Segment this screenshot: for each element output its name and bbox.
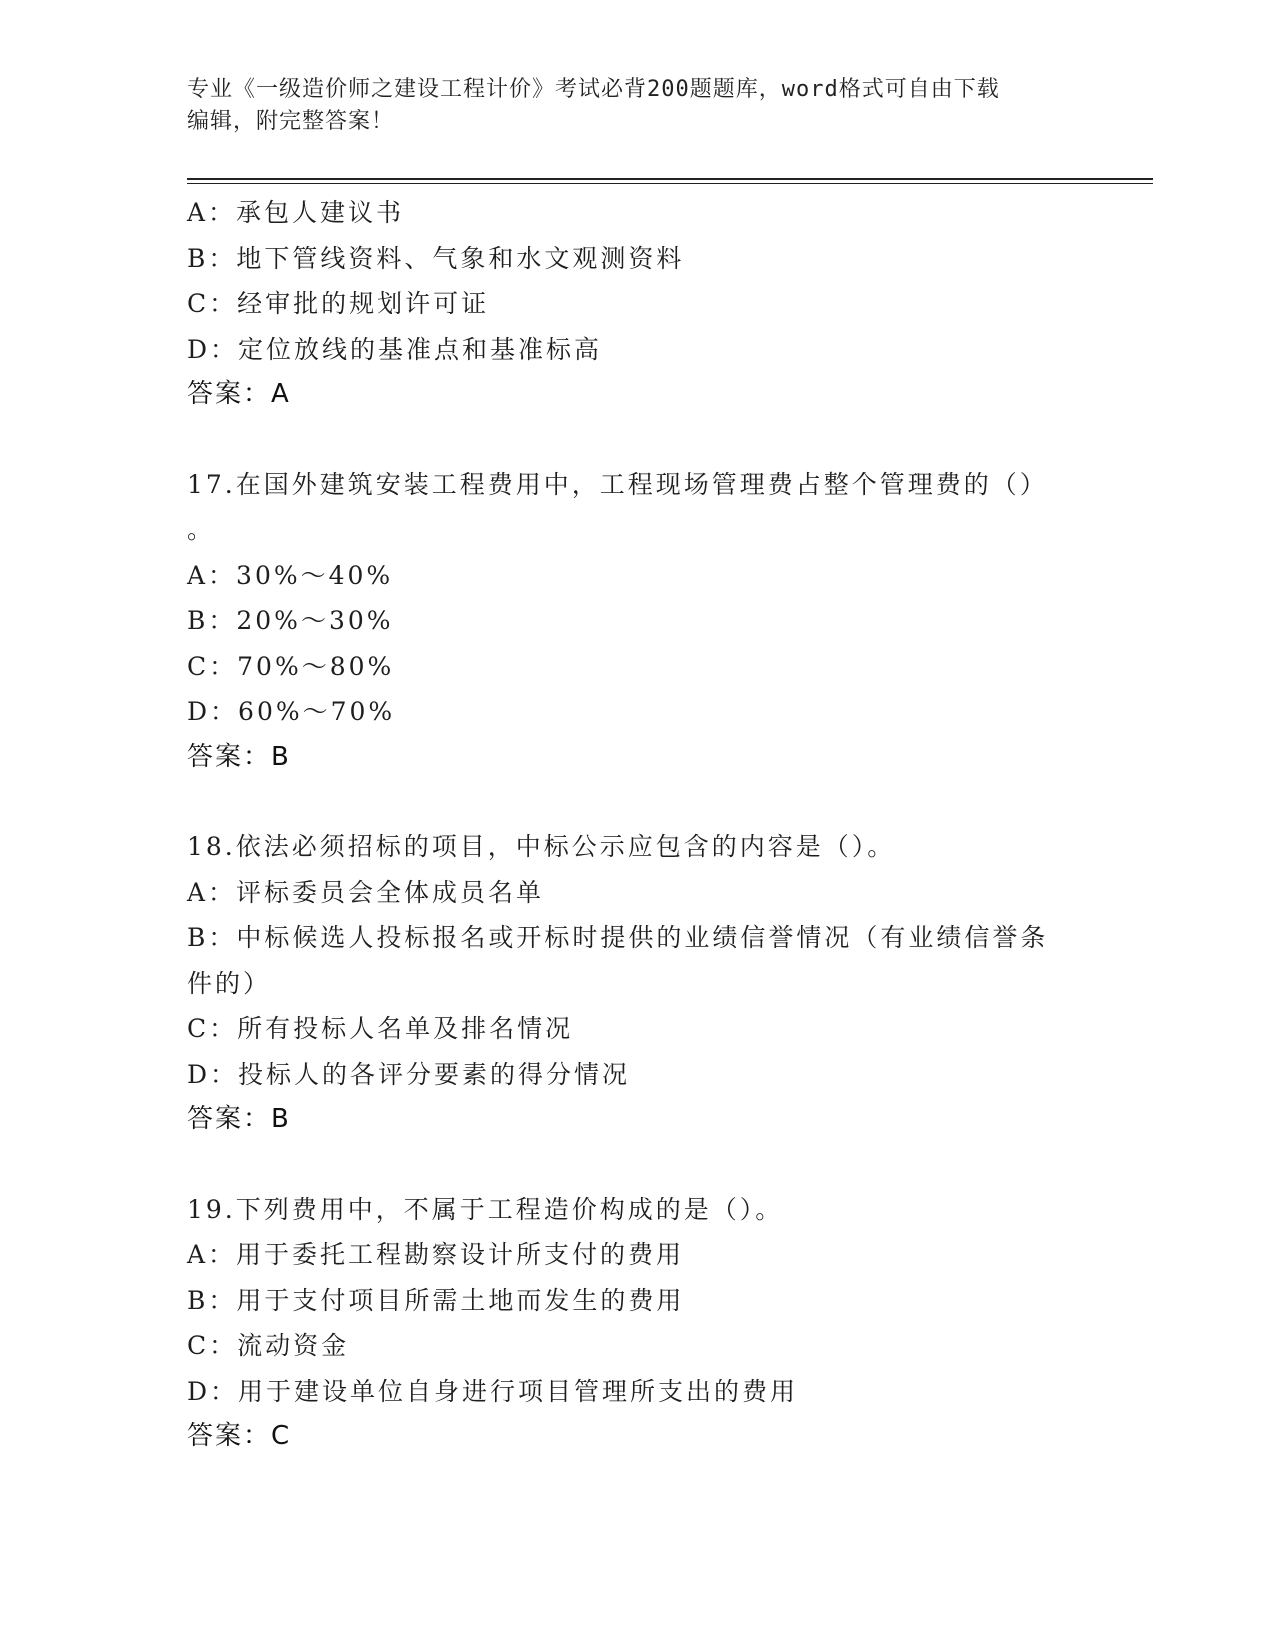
question-18 bbox=[187, 824, 1087, 1143]
question-spacer bbox=[187, 418, 1087, 462]
option-d: D：60%～70% bbox=[187, 697, 396, 726]
option-d: D：投标人的各评分要素的得分情况 bbox=[187, 1059, 631, 1089]
option-b-continued: 件的） bbox=[187, 968, 272, 998]
question-19 bbox=[187, 1187, 1087, 1460]
question-stem-continued: 。 bbox=[187, 515, 216, 544]
document-header bbox=[187, 74, 1087, 138]
option-c: C：所有投标人名单及排名情况 bbox=[187, 1014, 574, 1043]
answer-line: 答案：B bbox=[187, 741, 291, 772]
document-body bbox=[187, 190, 1087, 1460]
question-17 bbox=[187, 462, 1087, 781]
option-b: B：地下管线资料、气象和水文观测资料 bbox=[187, 243, 685, 273]
answer-line: 答案：C bbox=[187, 1421, 292, 1451]
option-a: A：评标委员会全体成员名单 bbox=[187, 877, 545, 907]
header-rule-thin bbox=[187, 183, 1153, 184]
question-spacer bbox=[187, 780, 1087, 824]
option-b: B：20%～30% bbox=[187, 606, 394, 635]
option-d: D：用于建设单位自身进行项目管理所支出的费用 bbox=[187, 1376, 799, 1406]
option-b: B：中标候选人投标报名或开标时提供的业绩信誉情况（有业绩信誉条 bbox=[187, 923, 1049, 952]
answer-line: 答案：A bbox=[187, 379, 291, 409]
option-b: B：用于支付项目所需土地而发生的费用 bbox=[187, 1285, 685, 1315]
option-c: C：经审批的规划许可证 bbox=[187, 289, 490, 318]
question-stem: 19.下列费用中，不属于工程造价构成的是（）。 bbox=[187, 1194, 784, 1224]
question-spacer bbox=[187, 1143, 1087, 1187]
header-line-2: 编辑，附完整答案！ bbox=[187, 109, 395, 134]
option-d: D：定位放线的基准点和基准标高 bbox=[187, 334, 603, 364]
option-c: C：70%～80% bbox=[187, 651, 395, 681]
answer-line: 答案：B bbox=[187, 1104, 291, 1134]
header-rule-thick bbox=[187, 178, 1153, 180]
question-16-continued bbox=[187, 190, 1087, 418]
option-a: A：30%～40% bbox=[187, 560, 394, 590]
header-line-1: 专业《一级造价师之建设工程计价》考试必背200题题库，word格式可自由下载 bbox=[187, 77, 1000, 102]
option-a: A：用于委托工程勘察设计所支付的费用 bbox=[187, 1240, 685, 1269]
question-stem: 17.在国外建筑安装工程费用中，工程现场管理费占整个管理费的（） bbox=[187, 469, 1048, 499]
option-a: A：承包人建议书 bbox=[187, 198, 405, 227]
option-c: C：流动资金 bbox=[187, 1331, 350, 1360]
question-stem: 18.依法必须招标的项目，中标公示应包含的内容是（）。 bbox=[187, 832, 896, 861]
